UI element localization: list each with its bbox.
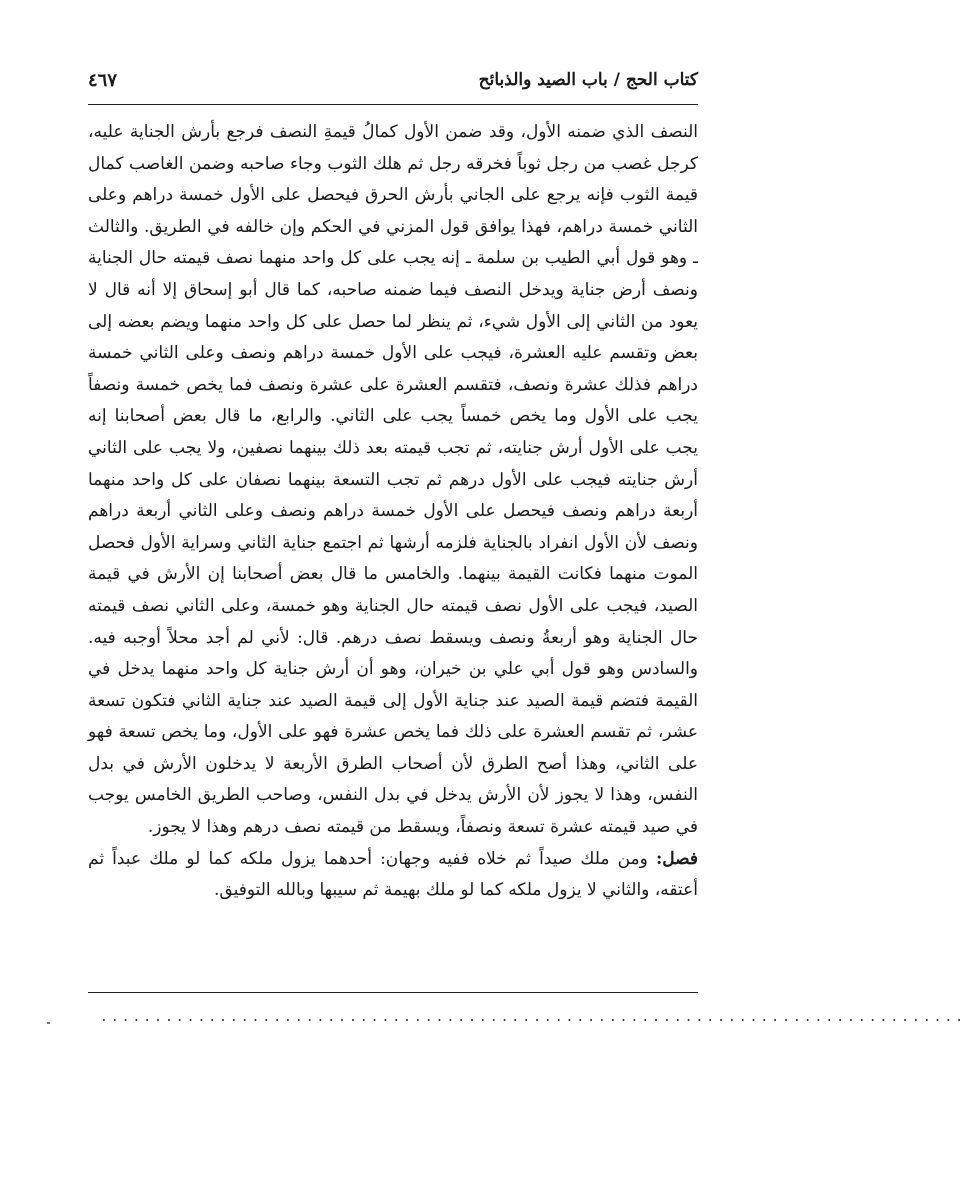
running-title: كتاب الحج / باب الصيد والذبائح bbox=[478, 70, 698, 90]
margin-mark bbox=[47, 1022, 50, 1024]
section-label: فصل: bbox=[655, 848, 698, 869]
paragraph-2 bbox=[88, 844, 698, 907]
header-divider bbox=[88, 104, 698, 105]
page-header bbox=[88, 70, 698, 100]
paragraph-2-text: ومن ملك صيداً ثم خلاه ففيه وجهان: أحدهما يزول ملكه كما لو ملك عبداً ثم أعتقه، والثاني لا يزول ملكه كما لو ملك بهيمة ثم سيبها وبالله التوفيق. bbox=[88, 848, 698, 901]
dotted-line: ................................................................................ bbox=[100, 1010, 966, 1025]
page-body bbox=[88, 117, 698, 907]
footnote-divider bbox=[88, 992, 698, 993]
paragraph-1: النصف الذي ضمنه الأول، وقد ضمن الأول كمالُ قيمةِ النصف فرجع بأرش الجناية عليه، كرجل غصب من رجل ثوباً فخرقه رجل ثم هلك الثوب وجاء صاحبه وضمن الغاصب كمال قيمة الثوب فإنه يرجع على الجاني بأرش الحرق فيحصل على الأول خمسة دراهم وعلى الثاني خمسة دراهم، فهذا يوافق قول المزني في الحكم وإن خالفه في الطريق. والثالث ـ وهو قول أبي الطيب بن سلمة ـ إنه يجب على كل واحد منهما نصف قيمته حال الجناية ونصف أرض جناية ويدخل النصف فيما ضمنه صاحبه، كما قال أبو إسحاق إلا أنه قال لا يعود من الثاني إلى الأول شيء، ثم ينظر لما حصل على كل واحد منهما ويضم بعضه إلى بعض وتقسم عليه العشرة، فيجب على الأول خمسة دراهم ونصف وعلى الثاني خمسة دراهم فذلك عشرة ونصف، فتقسم العشرة على عشرة ونصف فما يخص خمسة ونصفاً يجب على الأول وما يخص خمساً يجب على الثاني. والرابع، ما قال بعض أصحابنا إنه يجب على الأول أرش جنايته، ثم تجب قيمته بعد ذلك بينهما نصفين، ولا يجب على الثاني أرش جنايته فيجب على الأول درهم ثم تجب التسعة بينهما نصفان على كل واحد منهما أربعة دراهم ونصف فيحصل على الأول خمسة دراهم ونصف وعلى الثاني أربعة دراهم ونصف لأن الأول انفراد بالجناية فلزمه أرشها ثم اجتمع جناية الثاني وسراية الأول فحصل الموت منهما فكانت القيمة بينهما. والخامس ما قال بعض أصحابنا إن الأرش في قيمة الصيد، فيجب على الأول نصف قيمته حال الجناية وهو خمسة، وعلى الثاني نصف قيمته حال الجناية وهو أربعةُ ونصف ويسقط نصف درهم. قال: لأني لم أجد محلاً أوجبه فيه. والسادس وهو قول أبي علي بن خيران، وهو أن أرش جناية كل واحد منهما يدخل في القيمة فتضم قيمة الصيد عند جناية الأول إلى قيمة الصيد عند جناية الثاني فتكون تسعة عشر، ثم تقسم العشرة على ذلك فما يخص عشرة فهو على الأول، وما يخص تسعة فهو على الثاني، وهذا أصح الطرق لأن أصحاب الطرق الأربعة لا يدخلون الأرش في بدل النفس، وهذا لا يجوز لأن الأرش يدخل في بدل النفس، وصاحب الطريق الخامس يوجب في صيد قيمته عشرة تسعة ونصفاً، ويسقط من قيمته نصف درهم وهذا لا يجوز. bbox=[88, 122, 698, 838]
page-number: ٤٦٧ bbox=[88, 70, 118, 91]
